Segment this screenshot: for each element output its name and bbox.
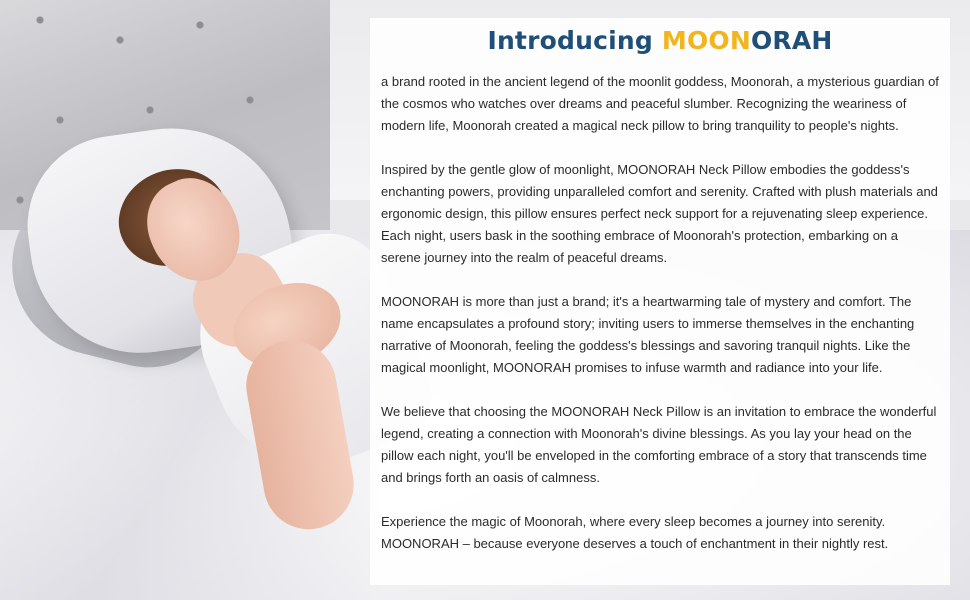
page-title — [370, 26, 950, 55]
paragraph-3: MOONORAH is more than just a brand; it's a heartwarming tale of mystery and comfort. The name encapsulates a profound story; inviting users to immerse themselves in the enchanting narrative of Moonorah, feeling the goddess's blessings and savoring tranquil nights. Like the magical moonlight, MOONORAH promises to infuse warmth and radiance into your life. — [381, 294, 915, 375]
title-prefix: Introducing — [487, 26, 662, 55]
title-brand-accent: MOON — [661, 26, 751, 55]
paragraph-5: Experience the magic of Moonorah, where every sleep becomes a journey into serenity. MOONORAH – because everyone deserves a touch of enchantment in their nightly rest. — [381, 514, 889, 551]
title-brand-suffix: ORAH — [750, 26, 833, 55]
story-text — [381, 71, 941, 555]
paragraph-2: Inspired by the gentle glow of moonlight, MOONORAH Neck Pillow embodies the goddess's enchanting powers, providing unparalleled comfort and serenity. Crafted with plush materials and ergonomic design, this pillow ensures perfect neck support for a rejuvenating sleep experience. Each night, users bask in the soothing embrace of Moonorah's protection, embarking on a serene journey into the realm of peaceful dreams. — [381, 162, 938, 265]
paragraph-1: a brand rooted in the ancient legend of the moonlit goddess, Moonorah, a mysterious guardian of the cosmos who watches over dreams and peaceful slumber. Recognizing the weariness of modern life, Moonorah created a magical neck pillow to bring tranquility to people's nights. — [381, 74, 939, 133]
paragraph-4: We believe that choosing the MOONORAH Neck Pillow is an invitation to embrace the wonderful legend, creating a connection with Moonorah's divine blessings. As you lay your head on the pillow each night, you'll be enveloped in the comforting embrace of a story that transcends time and brings forth an oasis of calmness. — [381, 404, 937, 485]
